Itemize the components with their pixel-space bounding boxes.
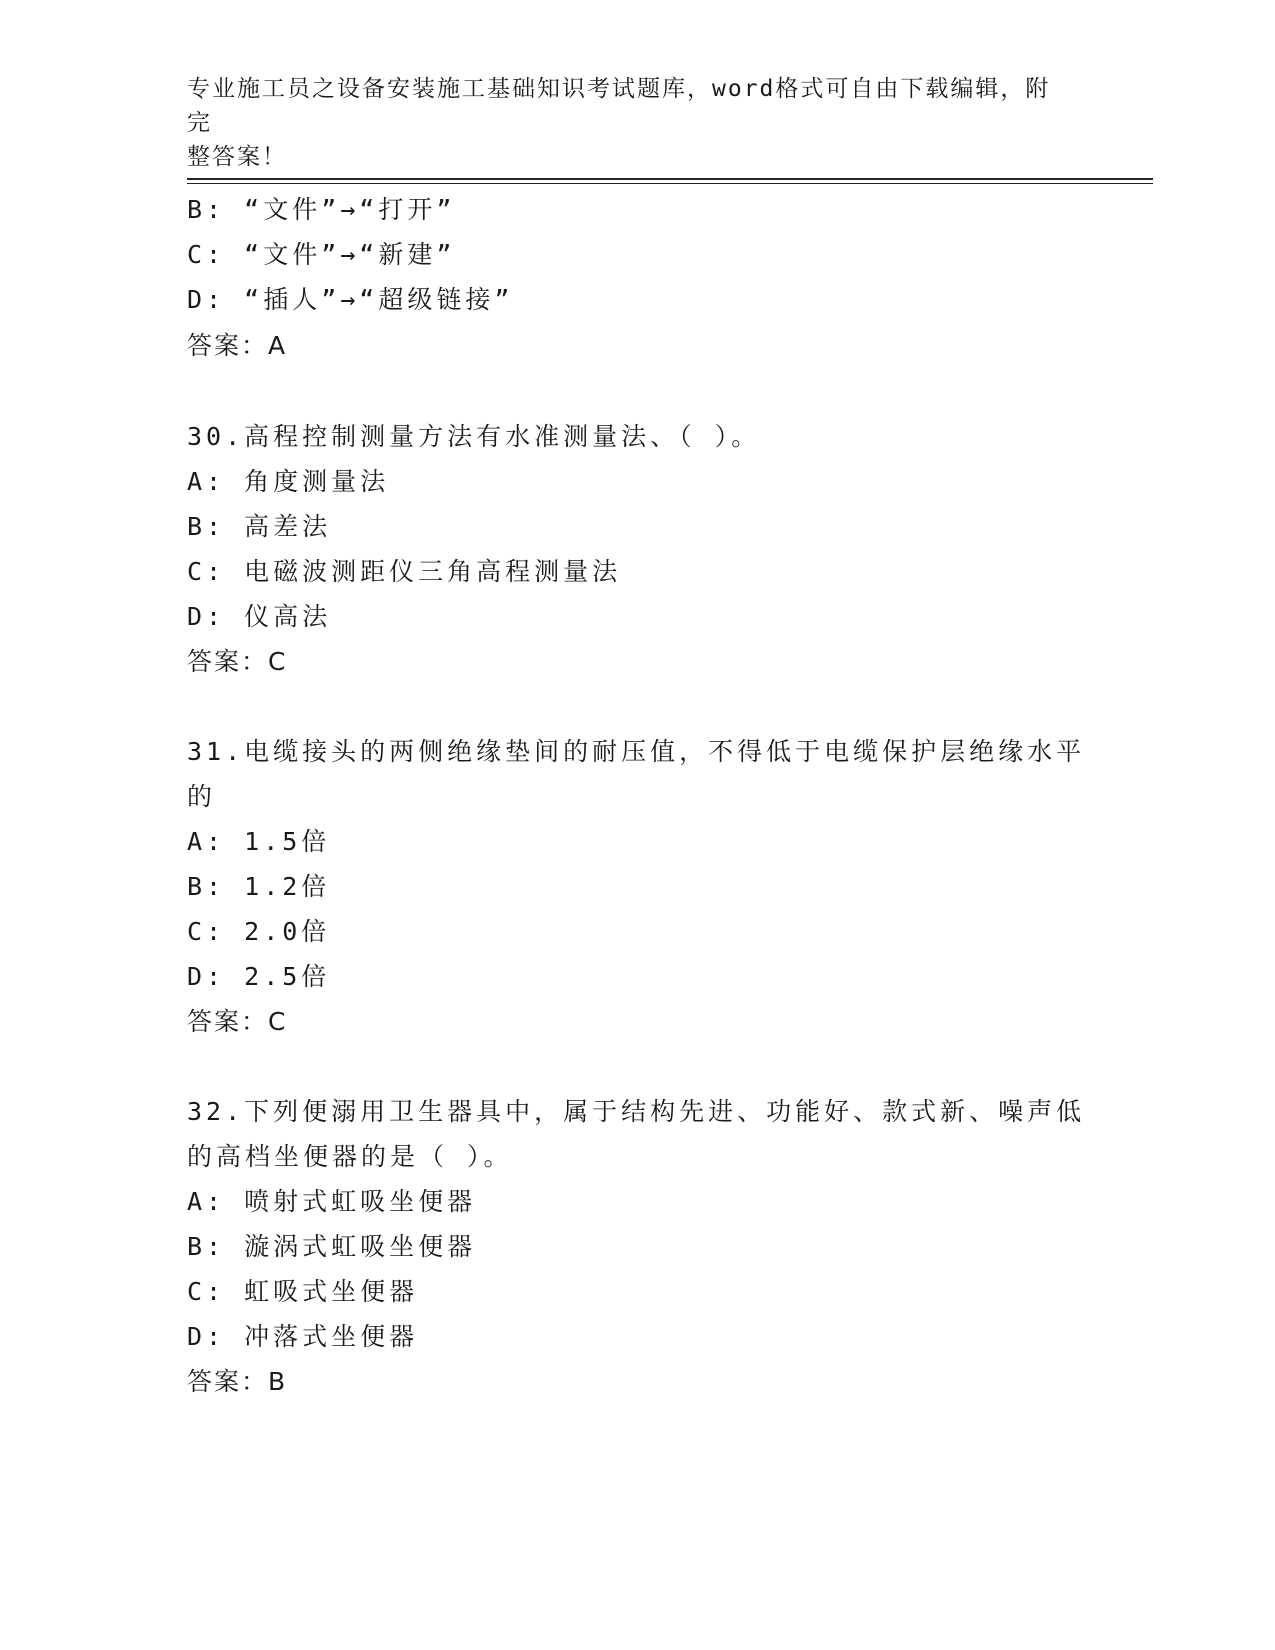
q29-option-d: D: “插人”→“超级链接”	[187, 285, 514, 314]
q31-option-d: D: 2.5倍	[187, 962, 331, 991]
q30-answer: 答案：C	[187, 647, 288, 676]
document-header	[187, 72, 1067, 174]
q30-option-d: D: 仪高法	[187, 602, 332, 631]
q30-option-c: C: 电磁波测距仪三角高程测量法	[187, 557, 622, 586]
header-divider-thick	[187, 178, 1153, 180]
q29-option-c: C: “文件”→“新建”	[187, 240, 456, 269]
q31-option-b: B: 1.2倍	[187, 872, 331, 901]
q31-option-c: C: 2.0倍	[187, 917, 331, 946]
q32-option-d: D: 冲落式坐便器	[187, 1322, 419, 1351]
q31-stem-line-1: 31.电缆接头的两侧绝缘垫间的耐压值，不得低于电缆保护层绝缘水平	[187, 737, 1086, 766]
q31-answer: 答案：C	[187, 1007, 288, 1036]
q30-option-a: A: 角度测量法	[187, 467, 390, 496]
q29-option-b: B: “文件”→“打开”	[187, 195, 456, 224]
q32-answer: 答案：B	[187, 1367, 288, 1396]
q32-stem-line-1: 32.下列便溺用卫生器具中，属于结构先进、功能好、款式新、噪声低	[187, 1097, 1086, 1126]
header-line-1: 专业施工员之设备安装施工基础知识考试题库，word格式可自由下载编辑，附完	[187, 76, 1051, 136]
q32-stem-line-2: 的高档坐便器的是（ ）。	[187, 1142, 513, 1171]
q32-option-c: C: 虹吸式坐便器	[187, 1277, 419, 1306]
q32-option-b: B: 漩涡式虹吸坐便器	[187, 1232, 477, 1261]
q30-option-b: B: 高差法	[187, 512, 332, 541]
q30-stem: 30.高程控制测量方法有水准测量法、（ ）。	[187, 422, 761, 451]
q31-option-a: A: 1.5倍	[187, 827, 331, 856]
header-divider-thin	[187, 183, 1153, 184]
q29-answer: 答案：A	[187, 331, 288, 360]
q31-stem-line-2: 的	[187, 782, 217, 811]
q32-option-a: A: 喷射式虹吸坐便器	[187, 1187, 477, 1216]
header-line-2: 整答案！	[187, 144, 287, 170]
